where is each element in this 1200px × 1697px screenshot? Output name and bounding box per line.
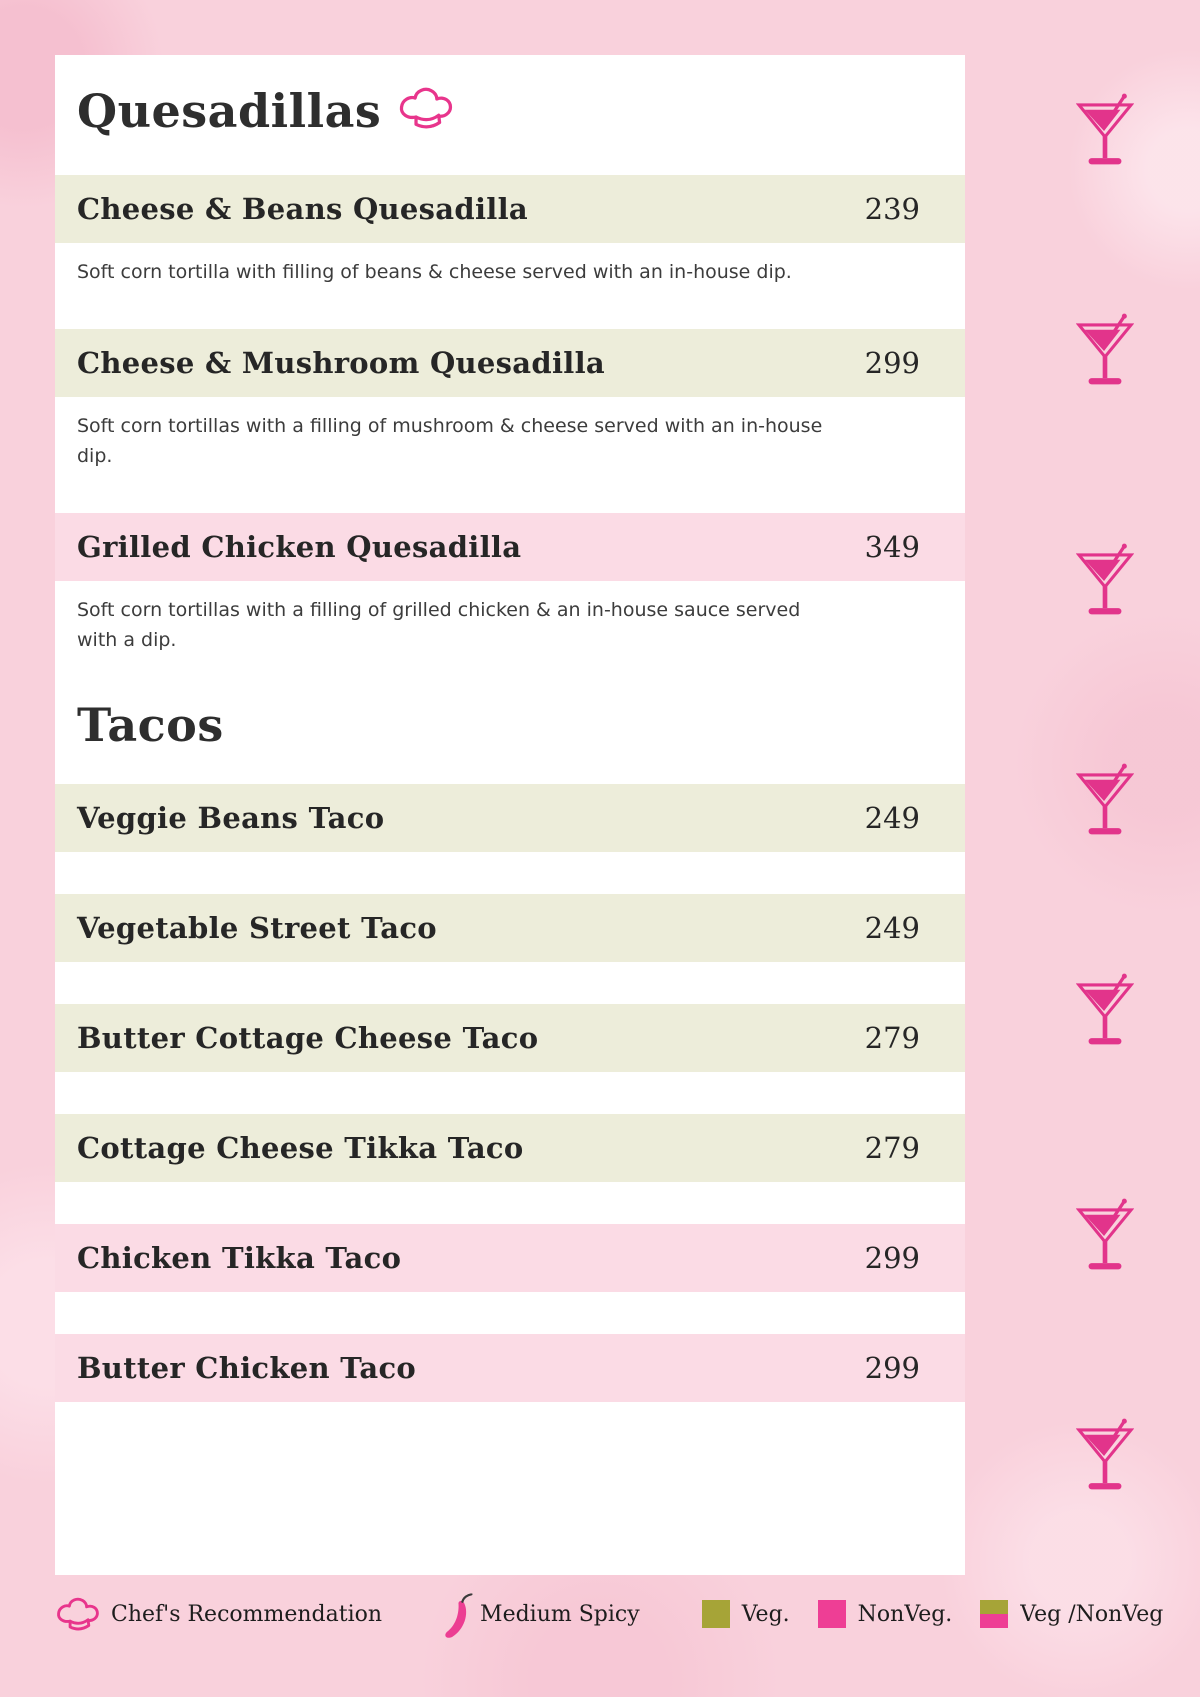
menu-item-price: 279 [864,1131,920,1165]
nonveg-swatch-icon [818,1600,846,1628]
martini-glass-icon [1076,1418,1134,1494]
legend-nonveg [818,1600,953,1628]
legend-chef-label: Chef's Recommendation [111,1601,383,1627]
menu-item-description: Soft corn tortillas with a filling of mushroom & cheese served with an in-house dip. [77,414,823,467]
menu-item-price: 279 [864,1021,920,1055]
menu-item-row [55,1004,965,1072]
menu-item-name: Vegetable Street Taco [77,911,437,945]
legend-spicy [444,1586,640,1642]
martini-column [1076,0,1136,1697]
chili-icon [442,1591,473,1643]
menu-item-row [55,1114,965,1182]
veg-nonveg-swatch-icon [980,1600,1008,1628]
menu-item-name: Butter Chicken Taco [77,1351,417,1385]
section-items [55,784,965,1402]
section-title-text: Quesadillas [77,84,382,138]
menu-card [55,55,965,1575]
menu-item [55,1224,965,1292]
veg-swatch-icon [702,1600,730,1628]
chef-hat-icon [55,1595,101,1633]
menu-item [55,1114,965,1182]
menu-item [55,329,965,471]
menu-item-row [55,1224,965,1292]
menu-item-row [55,175,965,243]
legend-both [980,1600,1163,1628]
menu-item-row [55,513,965,581]
martini-glass-icon [1076,1198,1134,1274]
martini-glass-icon [1076,93,1134,169]
menu-item [55,175,965,287]
menu-item-price: 299 [864,1241,920,1275]
section-title [77,79,965,145]
menu-item-name: Veggie Beans Taco [77,801,385,835]
legend-spicy-label: Medium Spicy [480,1601,640,1627]
chef-hat-icon [397,85,455,145]
menu-item-description: Soft corn tortillas with a filling of grilled chicken & an in-house sauce served with a dip. [77,598,801,651]
menu-item-price: 299 [864,345,920,380]
legend [55,1586,1175,1642]
menu-item-price: 249 [864,911,920,945]
menu-item-price: 249 [864,801,920,835]
menu-section [55,79,965,655]
menu-item [55,513,965,655]
legend-veg-label: Veg. [741,1601,790,1627]
legend-chef [55,1595,382,1633]
menu-item [55,784,965,852]
menu-item-description: Soft corn tortilla with filling of beans & cheese served with an in-house dip. [77,260,792,283]
menu-sections [55,79,965,1402]
menu-item-name: Butter Cottage Cheese Taco [77,1021,539,1055]
legend-both-label: Veg /NonVeg [1020,1601,1164,1627]
martini-glass-icon [1076,973,1134,1049]
legend-nonveg-label: NonVeg. [857,1601,953,1627]
menu-item-name: Grilled Chicken Quesadilla [77,529,522,564]
legend-veg [702,1600,790,1628]
menu-item-row [55,1334,965,1402]
martini-glass-icon [1076,543,1134,619]
menu-item [55,1004,965,1072]
section-items [55,175,965,655]
section-title-text: Tacos [77,697,224,752]
menu-item-row [55,329,965,397]
menu-item-row [55,784,965,852]
section-title [77,697,965,755]
menu-item [55,894,965,962]
menu-item-row [55,894,965,962]
martini-glass-icon [1076,313,1134,389]
menu-item-price: 239 [864,191,920,226]
menu-item-name: Cheese & Mushroom Quesadilla [77,345,605,380]
menu-item-name: Cottage Cheese Tikka Taco [77,1131,524,1165]
menu-item-price: 349 [864,529,920,564]
menu-item [55,1334,965,1402]
martini-glass-icon [1076,763,1134,839]
menu-item-name: Cheese & Beans Quesadilla [77,191,529,226]
menu-section [55,697,965,1403]
menu-item-price: 299 [864,1351,920,1385]
menu-item-name: Chicken Tikka Taco [77,1241,402,1275]
